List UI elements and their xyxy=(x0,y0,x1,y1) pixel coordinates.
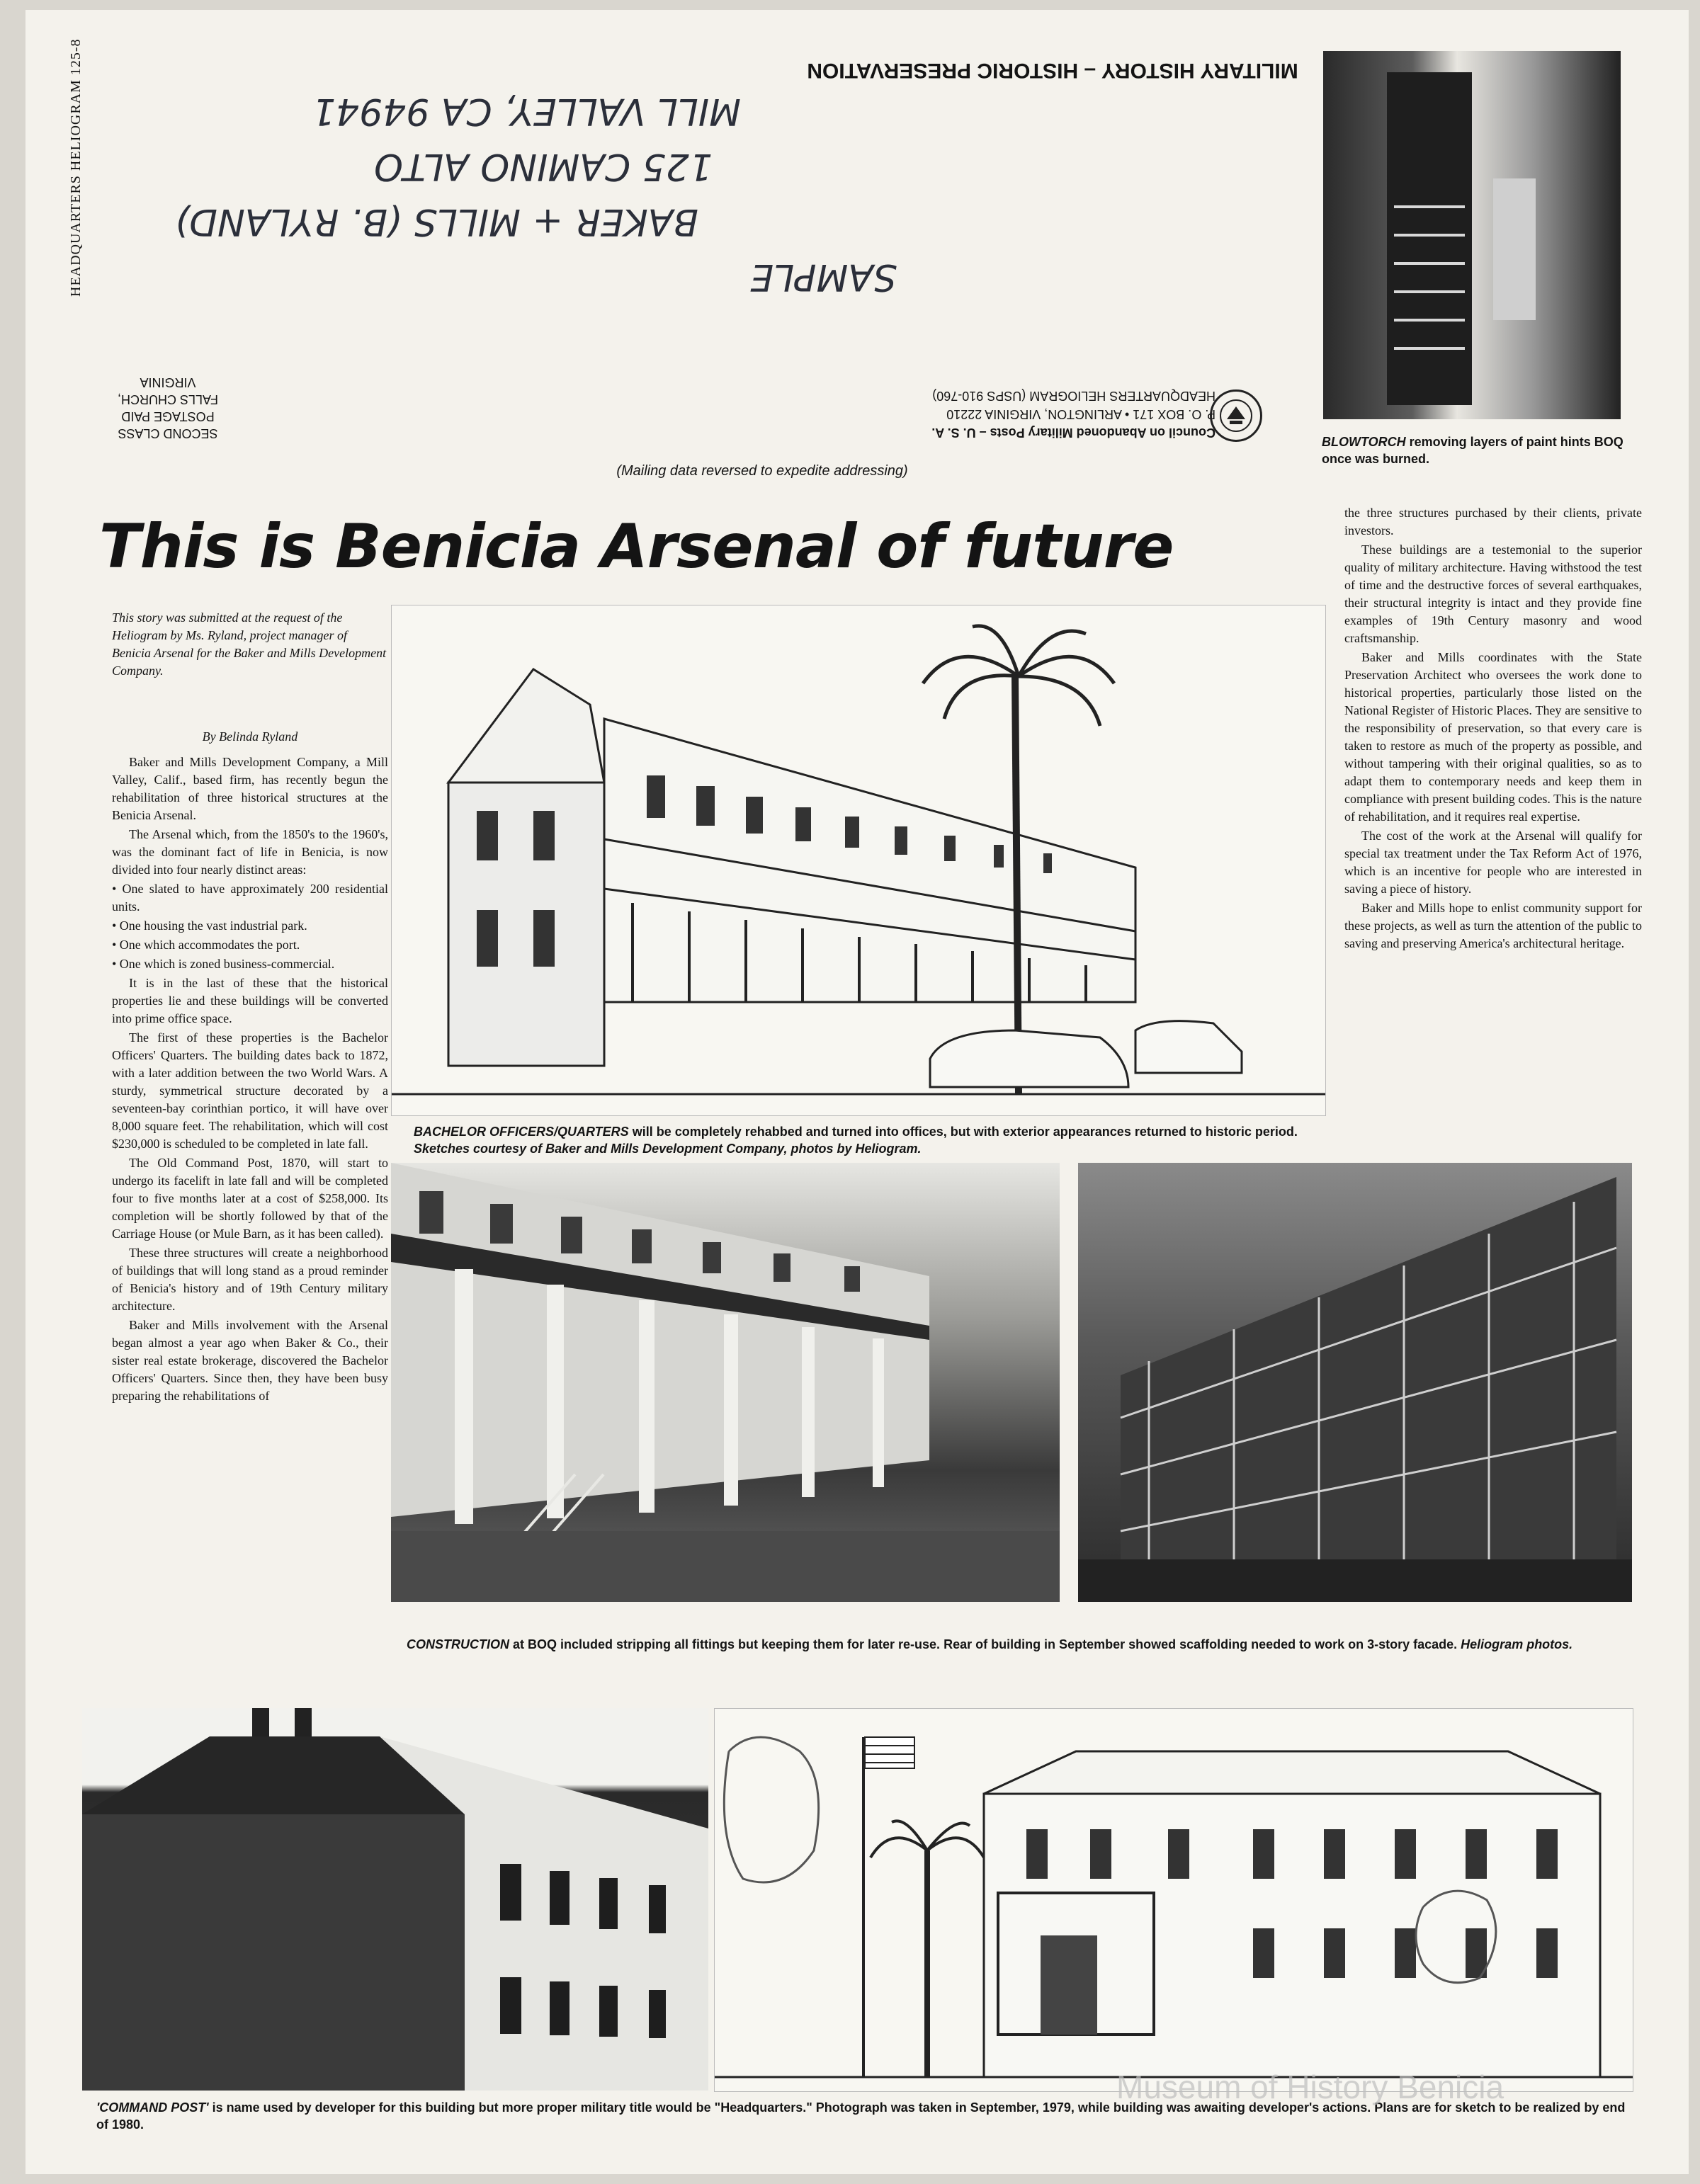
blowtorch-photo xyxy=(1323,51,1621,419)
command-post-photo xyxy=(82,1708,708,2091)
camp-seal-icon xyxy=(1210,389,1262,442)
caption-text: at BOQ included stripping all fittings but keeping them for later re-use. Rear of building in September showed scaffolding needed to work on 3-story facade. xyxy=(509,1637,1461,1651)
caption-credit: Heliogram photos. xyxy=(1461,1637,1573,1651)
article-column-1 xyxy=(112,753,388,1667)
bullet-item: • One housing the vast industrial park. xyxy=(112,918,307,933)
postage-line: FALLS CHURCH, xyxy=(117,392,219,406)
paragraph: The first of these properties is the Bachelor Officers' Quarters. The building dates back to 1872, with a later addition between the two World Wars. A sturdy, symmetrical structure decorated by a seventeen-bay corinthian portico, it will have over 8,000 square feet. The rehabilitation, which will cost $230,000 is scheduled to be completed in late fall. xyxy=(112,1030,388,1151)
mailing-line: Council on Abandoned Military Posts – U. S. A. xyxy=(931,426,1216,440)
article-headline: This is Benicia Arsenal of future xyxy=(99,511,1174,582)
bullet-item: • One slated to have approximately 200 residential units. xyxy=(112,882,388,914)
handwritten-address xyxy=(174,64,925,305)
caption-lead: CONSTRUCTION xyxy=(407,1637,509,1651)
command-post-caption xyxy=(96,2099,1640,2156)
command-post-sketch xyxy=(714,1708,1633,2092)
article-intro: This story was submitted at the request of the Heliogram by Ms. Ryland, project manager of Benicia Arsenal for the Baker and Mills Development Company. xyxy=(112,610,387,678)
museum-watermark: Museum of History Benicia xyxy=(1116,2069,1504,2105)
paragraph: The Old Command Post, 1870, will start to undergo its facelift in late fall and will be completed four to five months later at a cost of $258,000. Its completion will be shortly followed by that of the Carriage House (or Mule Barn, as it has been called). xyxy=(112,1156,388,1241)
bullet-item: • One which is zoned business-commercial. xyxy=(112,957,335,971)
construction-photo-front xyxy=(391,1163,1060,1602)
article-column-3 xyxy=(1344,504,1642,1170)
construction-caption xyxy=(407,1636,1639,1674)
paragraph: These buildings are a testemonial to the superior quality of military architecture. Having withstood the test of time and the destructive forces of several earthquakes, their structural integrity is intact and they provide fine examples of 19th Century masonry and wood craftsmanship. xyxy=(1344,542,1642,645)
mailing-note: (Mailing data reversed to expedite addressing) xyxy=(616,463,908,479)
boq-caption xyxy=(414,1123,1327,1161)
paragraph: Baker and Mills coordinates with the State Preservation Architect who oversees the work done to historical properties, particularly those listed on the National Register of Historic Places. They are sensitive to the responsibility of preservation, so that every care is taken to restore as much of the property as possible, and without tampering with their original qualities, so as to adapt them to contemporary needs and keep them in compliance with present building codes. This is the nature of rehabilitation, and it requires real expertise. xyxy=(1344,650,1642,824)
caption-credit: Sketches courtesy of Baker and Mills Development Company, photos by Heliogram. xyxy=(414,1142,922,1156)
mailing-line: HEADQUARTERS HELIOGRAM (USPS 910-760) xyxy=(932,389,1216,403)
masthead-spine: HEADQUARTERS HELIOGRAM 125-8 xyxy=(68,38,84,297)
mailing-block xyxy=(819,357,1216,442)
caption-lead: BLOWTORCH xyxy=(1322,435,1406,449)
handwritten-line: SAMPLE xyxy=(750,256,897,298)
postage-permit xyxy=(108,364,228,442)
handwritten-line: MILL VALLEY, CA 94941 xyxy=(312,90,741,132)
mailing-line: P. O. BOX 171 • ARLINGTON, VIRGINIA 22210 xyxy=(946,407,1216,421)
paragraph: the three structures purchased by their clients, private investors. xyxy=(1344,506,1642,538)
paragraph: These three structures will create a neighborhood of buildings that will long stand as a proud reminder of Benicia's history and of 19th Century military architecture. xyxy=(112,1246,388,1313)
article-byline: By Belinda Ryland xyxy=(202,729,298,744)
handwritten-line: BAKER + MILLS (B. RYLAND) xyxy=(174,200,698,243)
caption-lead: 'COMMAND POST' xyxy=(96,2100,209,2115)
caption-text: removing layers of paint hints BOQ once was burned. xyxy=(1322,435,1624,466)
boq-sketch xyxy=(391,605,1326,1116)
paragraph: The Arsenal which, from the 1850's to the 1960's, was the dominant fact of life in Benicia, is now divided into four nearly distinct areas: xyxy=(112,827,388,877)
paragraph: It is in the last of these that the historical properties lie and these buildings will be converted into prime office space. xyxy=(112,976,388,1025)
postage-line: POSTAGE PAID xyxy=(121,409,215,423)
postage-line: SECOND CLASS xyxy=(118,426,218,440)
paragraph: The cost of the work at the Arsenal will qualify for special tax treatment under the Tax Reform Act of 1976, which is an incentive for people who are interested in saving a piece of history. xyxy=(1344,829,1642,896)
paragraph: Baker and Mills involvement with the Arsenal began almost a year ago when Baker & Co., their sister real estate brokerage, discovered the Bachelor Officers' Quarters. Since then, they have been busy preparing the rehabilitations of xyxy=(112,1318,388,1403)
caption-text: will be completely rehabbed and turned into offices, but with exterior appearances returned to historic period. xyxy=(628,1125,1298,1139)
caption-lead: BACHELOR OFFICERS/QUARTERS xyxy=(414,1125,629,1139)
paragraph: Baker and Mills Development Company, a Mill Valley, Calif., based firm, has recently begun the rehabilitation of three historical structures at the Benicia Arsenal. xyxy=(112,755,388,822)
caption-text: is name used by developer for this building but more proper military title would be "Headquarters." Photograph was taken in September, 1979, while building was awaiting developer's actions. Plans are for sketch to be realized by end of 1980. xyxy=(96,2100,1626,2132)
handwritten-line: 125 CAMINO ALTO xyxy=(374,145,713,188)
masthead-banner: MILITARY HISTORY – HISTORIC PRESERVATION xyxy=(807,59,1298,82)
postage-line: VIRGINIA xyxy=(140,375,196,389)
construction-photo-rear xyxy=(1078,1163,1632,1602)
bullet-item: • One which accommodates the port. xyxy=(112,938,300,952)
blowtorch-caption xyxy=(1322,433,1626,473)
paragraph: Baker and Mills hope to enlist community support for these projects, as well as turn the attention of the public to saving and preserving America's architectural heritage. xyxy=(1344,901,1642,950)
newsletter-page xyxy=(26,10,1689,2174)
